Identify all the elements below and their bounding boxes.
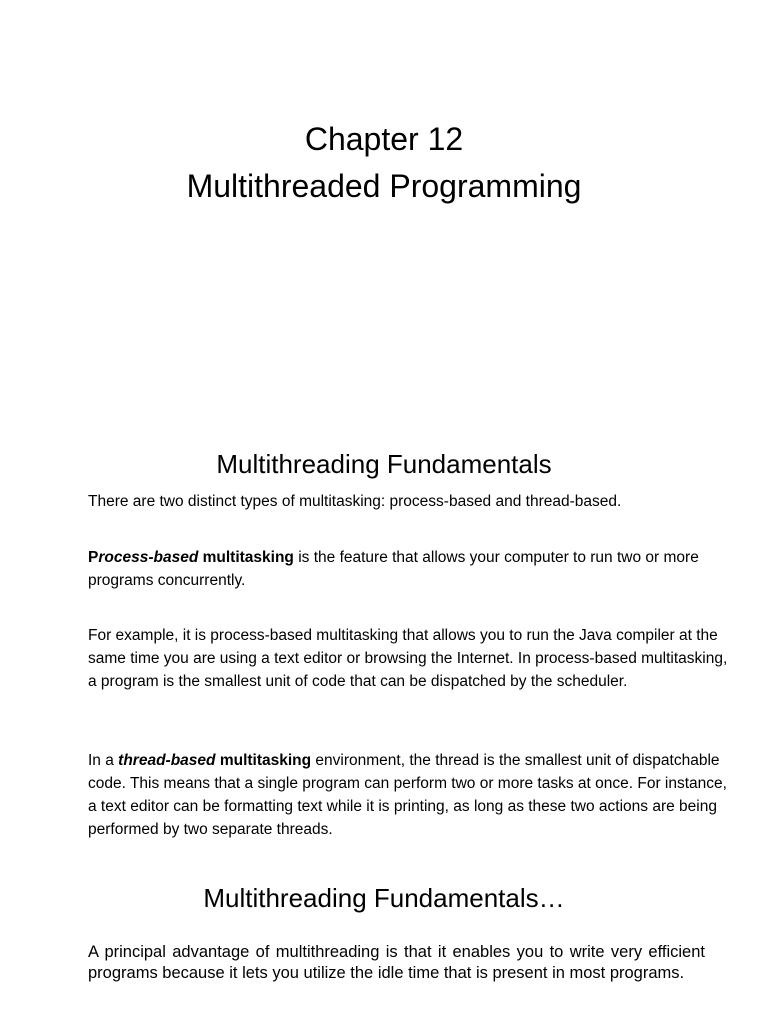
term-multitasking: multitasking (198, 549, 294, 566)
paragraph-thread-based (88, 749, 728, 841)
paragraph-multitasking-types: There are two distinct types of multitasking: process-based and thread-based. (88, 493, 622, 510)
paragraph-prefix: In a (88, 752, 119, 769)
chapter-number: Chapter 12 (304, 121, 464, 157)
chapter-title: Multithreaded Programming (186, 168, 582, 204)
term-thread-based: thread-based (118, 752, 216, 769)
term-process-based: rocess-based (98, 549, 199, 566)
paragraph-process-based (88, 546, 728, 592)
paragraph-text: is the feature that allows your computer to run two or more programs concurrently. (88, 549, 699, 589)
section-heading-fundamentals: Multithreading Fundamentals (216, 449, 552, 479)
paragraph-example: For example, it is process-based multitasking that allows you to run the Java compiler at the same time you are using a text editor or browsing the Internet. In process-based multitasking, a program is the smallest unit of code that can be dispatched by the scheduler. (88, 627, 728, 690)
paragraph-text: environment, the thread is the smallest unit of dispatchable code. This means that a single program can perform two or more tasks at once. For instance, a text editor can be formatting text while it is printing, as long as these two actions are being performed by two separate threads. (88, 752, 727, 838)
paragraph-advantage: A principal advantage of multithreading is that it enables you to write very efficient programs because it lets you utilize the idle time that is present in most programs. (88, 943, 705, 982)
section-heading-fundamentals-continued: Multithreading Fundamentals… (203, 883, 565, 913)
term-multitasking: multitasking (215, 752, 312, 769)
term-process-p: P (88, 549, 99, 566)
